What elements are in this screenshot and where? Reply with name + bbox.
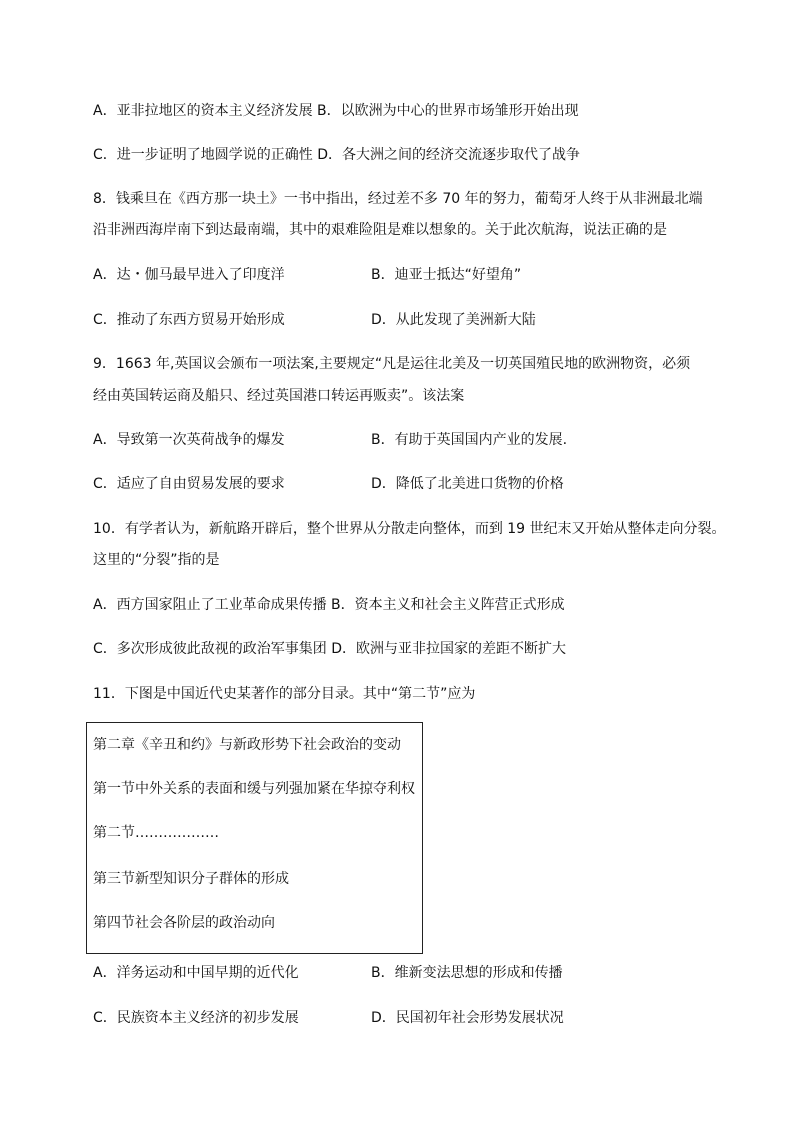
- toc-section-2: 第二节………………: [93, 825, 219, 841]
- q11-stem: 11．下图是中国近代史某著作的部分目录。其中“第二节”应为: [93, 686, 476, 702]
- q8-option-c: C．推动了东西方贸易开始形成: [93, 312, 285, 328]
- toc-chapter-title: 第二章《辛丑和约》与新政形势下社会政治的变动: [93, 737, 401, 753]
- q10-options-ab: A．西方国家阻止了工业革命成果传播 B．资本主义和社会主义阵营正式形成: [93, 597, 565, 613]
- q11-option-d: D．民国初年社会形势发展状况: [371, 1010, 564, 1026]
- q10-options-cd: C．多次形成彼此敌视的政治军事集团 D．欧洲与亚非拉国家的差距不断扩大: [93, 641, 567, 657]
- q9-option-d: D．降低了北美进口货物的价格: [371, 476, 564, 492]
- q9-stem-line-2: 经由英国转运商及船只、经过英国港口转运再贩卖”。该法案: [93, 388, 465, 404]
- q10-stem-line-2: 这里的“分裂”指的是: [93, 552, 220, 568]
- toc-section-4: 第四节社会各阶层的政治动向: [93, 915, 275, 931]
- q9-option-c: C．适应了自由贸易发展的要求: [93, 476, 285, 492]
- toc-section-1: 第一节中外关系的表面和缓与列强加紧在华掠夺利权: [93, 781, 415, 797]
- q8-option-d: D．从此发现了美洲新大陆: [371, 312, 536, 328]
- q8-stem-line-2: 沿非洲西海岸南下到达最南端，其中的艰难险阻是难以想象的。关于此次航海，说法正确的是: [93, 222, 667, 238]
- q7-options-ab: A．亚非拉地区的资本主义经济发展 B．以欧洲为中心的世界市场雏形开始出现: [93, 103, 579, 119]
- q9-stem-line-1: 9．1663 年,英国议会颁布一项法案,主要规定“凡是运往北美及一切英国殖民地的欧洲物资，必须: [93, 356, 691, 372]
- q9-option-b: B．有助于英国国内产业的发展.: [371, 432, 568, 448]
- table-of-contents-box: [86, 722, 423, 954]
- q8-option-a: A．达・伽马最早进入了印度洋: [93, 267, 285, 283]
- q9-option-a: A．导致第一次英荷战争的爆发: [93, 432, 285, 448]
- q11-option-a: A．洋务运动和中国早期的近代化: [93, 965, 299, 981]
- q7-options-cd: C．进一步证明了地圆学说的正确性 D．各大洲之间的经济交流逐步取代了战争: [93, 147, 581, 163]
- q11-option-b: B．维新变法思想的形成和传播: [371, 965, 563, 981]
- q10-stem-line-1: 10．有学者认为，新航路开辟后，整个世界从分散走向整体，而到 19 世纪末又开始从整体走向分裂。: [93, 521, 726, 537]
- q8-option-b: B．迪亚士抵达“好望角”: [371, 267, 522, 283]
- q8-stem-line-1: 8．钱乘旦在《西方那一块土》一书中指出，经过差不多 70 年的努力，葡萄牙人终于从非洲最北端: [93, 191, 703, 207]
- q11-option-c: C．民族资本主义经济的初步发展: [93, 1010, 299, 1026]
- toc-section-3: 第三节新型知识分子群体的形成: [93, 871, 289, 887]
